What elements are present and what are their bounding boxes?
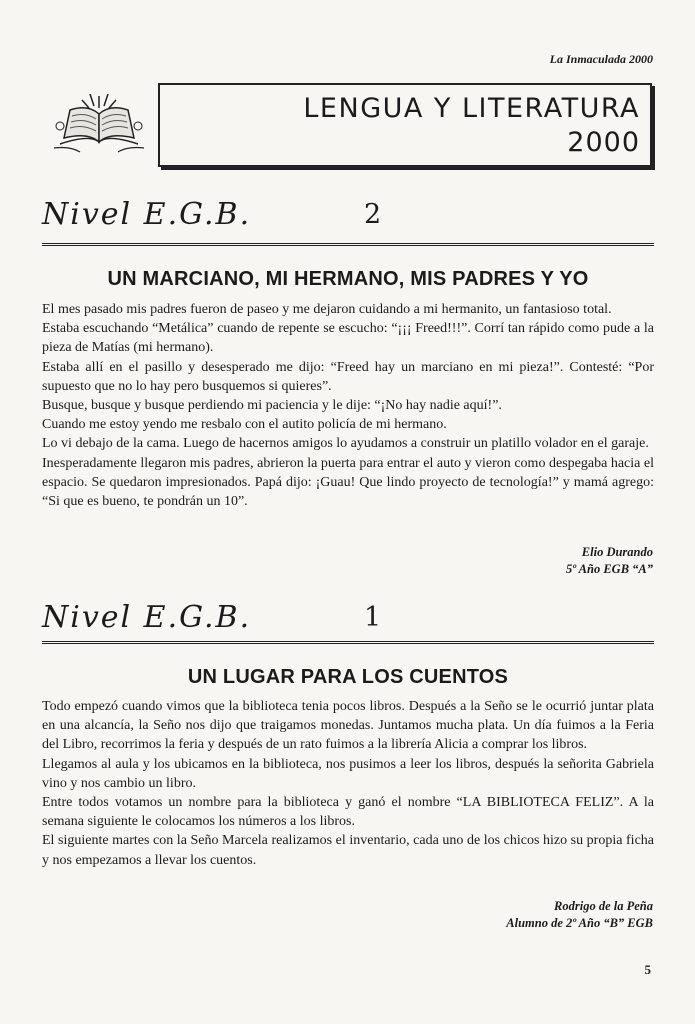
paragraph: Lo vi debajo de la cama. Luego de hacernos amigos lo ayudamos a construir un platillo volador en el garaje. [42,436,649,452]
author-name: Elio Durando [581,545,653,559]
article-title: UN LUGAR PARA LOS CUENTOS [187,666,509,688]
author-signature [566,544,653,578]
paragraph: Inesperadamente llegaron mis padres, abrieron la puerta para entrar el auto y vieron como despegaba hacia el espacio. Se quedaron impresionados. Papá dijo: ¡Guau! Que lindo proyecto de tecnología!” y mamá agrego: “Si que es bueno, te pondrán un 10”. [42,455,654,510]
author-signature [506,898,653,932]
level-label: Nivel E.G.B. [42,197,252,232]
paragraph: El mes pasado mis padres fueron de paseo y me dejaron cuidando a mi hermanito, un fantasioso total. [42,302,612,317]
divider [42,641,654,644]
page-number: 5 [644,962,651,977]
paragraph: Busque, busque y busque perdiendo mi paciencia y le dije: “¡No hay nadie aquí!”. [42,398,502,414]
level-number: 2 [364,199,384,230]
section-year: 2000 [567,127,640,158]
section-title-box [158,83,652,167]
open-book-icon [50,86,148,156]
paragraph: Estaba escuchando “Metálica” cuando de repente se escucho: “¡¡¡ Freed!!!”. Corrí tan rápido como pude a la pieza de Matías (mi hermano). [42,321,654,356]
paragraph: Llegamos al aula y los ubicamos en la biblioteca, nos pusimos a leer los libros, después la señorita Gabriela vino y nos cambio un libro. [42,756,654,791]
paragraph: Estaba allí en el pasillo y desesperado me dijo: “Freed hay un marciano en mi pieza!”. Contesté: “Por supuesto que no lo hay pero busquemos si quieres”. [42,359,654,394]
author-name: Rodrigo de la Peña [554,899,653,913]
running-head: La Inmaculada 2000 [549,52,653,66]
level-heading [42,197,402,237]
article-body [42,697,654,870]
paragraph: El siguiente martes con la Seño Marcela realizamos el inventario, cada uno de los chicos hizo su propia ficha y nos empezamos a llevar los cuentos. [42,833,654,868]
level-number: 1 [364,602,384,633]
article-title: UN MARCIANO, MI HERMANO, MIS PADRES Y YO [107,268,589,290]
article-body [42,300,654,511]
paragraph: Cuando me estoy yendo me resbalo con el autito policía de mi hermano. [42,417,447,433]
paragraph: Entre todos votamos un nombre para la biblioteca y ganó el nombre “LA BIBLIOTECA FELIZ”. A la semana siguiente le colocamos los números a los libros. [42,795,654,830]
level-label: Nivel E.G.B. [42,600,252,635]
author-grade: 5º Año EGB “A” [566,562,653,576]
author-grade: Alumno de 2º Año “B” EGB [506,916,653,930]
paragraph: Todo empezó cuando vimos que la biblioteca tenia pocos libros. Después a la Seño se le ocurrió juntar plata en una alcancía, la Seño nos dijo que traigamos monedas. Juntamos mucha plata. Un día fuimos a la Feria del Libro, recorrimos la feria y después de un rato fuimos a la librería Alicia a comprar los libros. [42,699,654,753]
divider [42,243,654,246]
section-title: LENGUA Y LITERATURA [303,93,640,124]
level-heading [42,600,402,640]
